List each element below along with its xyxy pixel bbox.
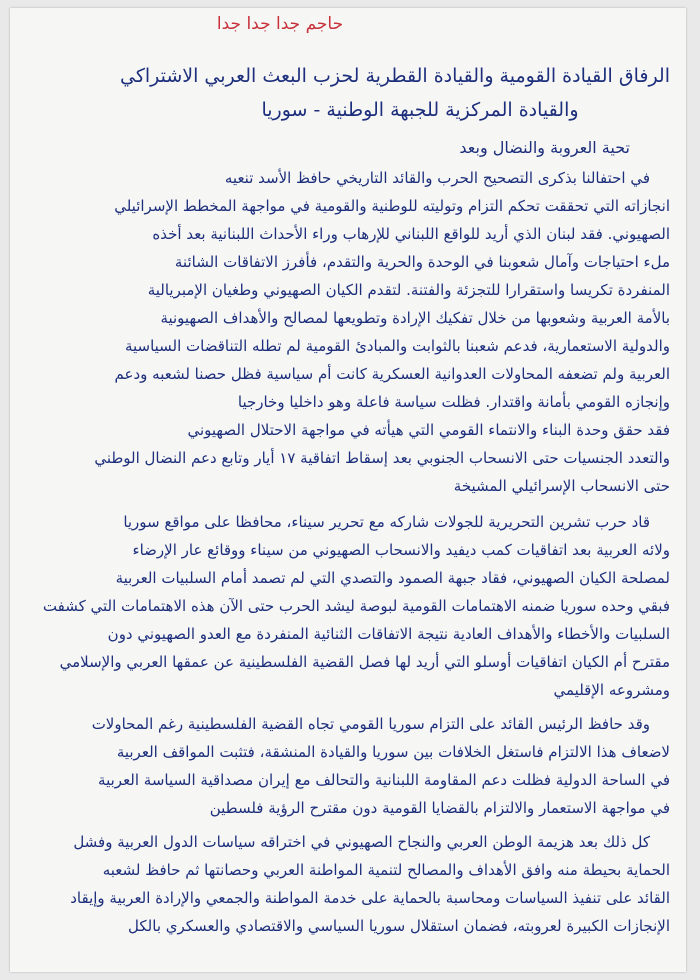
body-line: لمصلحة الكيان الصهيوني، فقاد جبهة الصمود والتصدي التي لم تصمد أمام السلبيات العربية	[115, 569, 670, 587]
body-line: والتعدد الجنسيات حتى الانسحاب الجنوبي بعد إسقاط اتفاقية ١٧ أيار وتابع دعم النضال الوطني	[94, 449, 670, 467]
body-line: لاضعاف هذا الالتزام فاستغل الخلافات بين سوريا والقيادة المنشقة، فتثبت المواقف العربية	[116, 743, 670, 761]
body-line: وإنجازه القومي بأمانة واقتدار. فظلت سياسة فاعلة وهو داخليا وخارجيا	[237, 393, 670, 411]
body-line: العربية ولم تضعفه المحاولات العدوانية العسكرية كانت أم سياسية فظل حصنا لشعبه ودعم	[114, 365, 670, 383]
body-line: فبقي وحده سوريا ضمنه الاهتمامات القومية لبوصة ليشد الحرب حتى الآن هذه الاهتمامات التي كشفت	[42, 597, 670, 615]
body-line: ملء احتياجات وآمال شعوبنا في الوحدة والحرية والتقدم، فأفرز الاتفاقات الشائنة	[174, 253, 670, 271]
body-line: الصهيوني. فقد لبنان الذي أريد للواقع اللبناني للإرهاب وراء الأحداث اللبنانية بعد أخذه	[152, 225, 670, 243]
body-line: قاد حرب تشرين التحريرية للجولات شاركه مع تحرير سيناء، محافظا على مواقع سوريا	[123, 513, 650, 531]
greeting: تحية العروبة والنضال وبعد	[459, 138, 630, 157]
body-line: بالأمة العربية وشعوبها من خلال تفكيك الإرادة وتطويعها لمصالح والأهداف الصهيونية	[160, 309, 670, 327]
body-line: القائد على تنفيذ السياسات ومحاسبة بالحماية على خدمة المواطنة والجمعي والإرادة العربية وإيقاد	[70, 889, 670, 907]
letter-page	[10, 8, 686, 972]
body-line: الحماية بحيطة منه وافق الأهداف والمصالح لتنمية المواطنة العربي وحصانتها ثم حافظ لشعبه	[102, 861, 670, 879]
body-line: السلبيات والأخطاء والأهداف العادية نتيجة الاتفاقات الثنائية المنفردة مع العدو الصهيوني دون	[107, 625, 670, 643]
body-line: في احتفالنا بذكرى التصحيح الحرب والقائد التاريخي حافظ الأسد تنعيه	[224, 169, 650, 187]
body-line: وقد حافظ الرئيس القائد على التزام سوريا القومي تجاه القضية الفلسطينية رغم المحاولات	[91, 715, 650, 733]
header-line-1: الرفاق القيادة القومية والقيادة القطرية لحزب البعث العربي الاشتراكي	[119, 65, 670, 87]
body-line: انجازاته التي تحققت تحكم التزام وتوليته للوطنية والقومية في مواجهة المخطط الإسرائيلي	[114, 197, 670, 215]
body-line: المنفردة تكريسا واستقرارا للتجزئة والفتنة. لتقدم الكيان الصهيوني وطغيان الإمبريالية	[147, 281, 670, 299]
body-line: فقد حقق وحدة البناء والانتماء القومي التي هيأته في مواجهة الاحتلال الصهيوني	[187, 421, 670, 439]
header-line-2: والقيادة المركزية للجبهة الوطنية - سوريا	[261, 99, 579, 121]
body-line: ومشروعه الإقليمي	[553, 681, 670, 699]
body-line: مقترح أم الكيان اتفاقيات أوسلو التي أريد لها فصل القضية الفلسطينية عن عمقها العربي والإسلامي	[59, 653, 670, 671]
body-line: والدولية الاستعمارية، فدعم شعبنا بالثوابت والمبادئ القومية لم تطله التناقضات السياسية	[124, 337, 670, 355]
body-line: ولائه العربية بعد اتفاقيات كمب ديفيد والانسحاب الصهيوني من سيناء ووقائع عار الإرضاء	[132, 541, 670, 559]
body-line: في مواجهة الاستعمار والالتزام بالقضايا القومية دون مقترح الرؤية فلسطين	[209, 799, 670, 817]
body-line: كل ذلك بعد هزيمة الوطن العربي والنجاح الصهيوني في اختراقه سياسات الدول العربية وفشل	[73, 833, 650, 851]
handwritten-annotation: حاجم جدا جدا جدا	[216, 14, 344, 34]
body-line: حتى الانسحاب الإسرائيلي المشيخة	[453, 477, 670, 495]
body-line: في الساحة الدولية فظلت دعم المقاومة اللبنانية والتحالف مع إيران مصداقية السياسة العربية	[98, 771, 670, 789]
body-line: الإنجازات الكبيرة لعروبته، فضمان استقلال سوريا السياسي والاقتصادي والعسكري بالكل	[128, 917, 670, 935]
